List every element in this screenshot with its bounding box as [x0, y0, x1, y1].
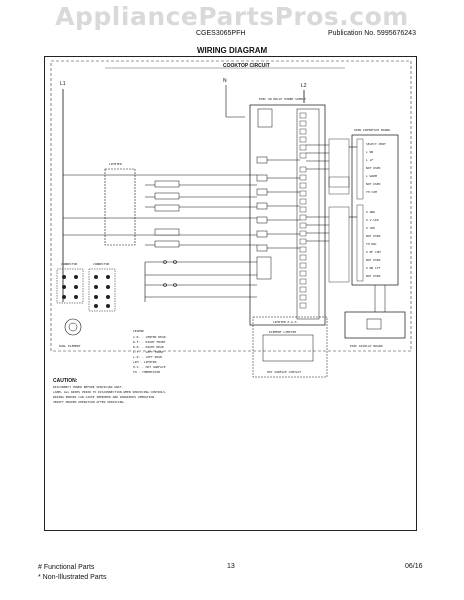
esec-display-label: ESEC DISPLAY BOARD [350, 344, 383, 348]
relay-board [250, 105, 325, 325]
legend-item: L.F. - LEFT FRONT [133, 350, 164, 354]
model-number: CGES3065PFH [196, 30, 246, 37]
ui-board-label: USER INTERFACE BOARD [354, 128, 391, 132]
legend-title: LEGEND [133, 329, 144, 333]
non-illustrated-note: * Non-Illustrated Parts [38, 574, 107, 581]
page-number: 13 [227, 563, 235, 570]
connector-b [89, 269, 115, 311]
svg-text:NOT USED: NOT USED [366, 274, 381, 278]
page-date: 06/16 [405, 563, 423, 570]
caution-line: WIRING ERRORS CAN CAUSE IMPROPER AND DANGEROUS OPERATION. [53, 395, 156, 399]
svg-text:SELECT PORT: SELECT PORT [366, 142, 386, 146]
svg-text:5 LED: 5 LED [366, 226, 376, 230]
svg-text:NOT USED: NOT USED [366, 258, 381, 262]
svg-text:5 RR LFT: 5 RR LFT [366, 266, 381, 270]
legend-item: L.R. - LEFT REAR [133, 355, 162, 359]
legend-item: R.R. - RIGHT REAR [133, 345, 164, 349]
legend-item: LIM - LIMITER [133, 360, 157, 364]
svg-text:NOT USED: NOT USED [366, 182, 381, 186]
svg-text:5 GND: 5 GND [366, 210, 376, 214]
svg-text:NOT USED: NOT USED [366, 166, 381, 170]
label-l1: L1 [60, 81, 66, 87]
label-neutral: N [223, 78, 227, 84]
footer-legend [38, 563, 106, 583]
limiter-detail-label: LIMITER E.G.O. [273, 320, 299, 324]
svg-text:L WARM: L WARM [366, 174, 377, 178]
caution-line: LABEL ALL WIRES PRIOR TO DISCONNECTION WHEN SERVICING CONTROLS. [53, 390, 167, 394]
svg-text:L LF: L LF [366, 158, 374, 162]
legend-item: R.F. - RIGHT FRONT [133, 340, 166, 344]
svg-text:5 V-LED: 5 V-LED [366, 218, 379, 222]
label-l2: L2 [301, 83, 307, 89]
functional-parts-note: # Functional Parts [38, 564, 95, 571]
watermark: AppliancePartsPros.com [55, 2, 409, 31]
element-limiter-label: ELEMENT LIMITER [269, 330, 297, 334]
connector-a [57, 269, 83, 303]
dual-element-label: DUAL ELEMENT [59, 344, 81, 348]
limiter-detail [253, 317, 327, 377]
hot-surface-label: HOT SURFACE CONTACT [267, 370, 302, 374]
dual-element-symbol [65, 319, 81, 335]
publication-number: Publication No. 5995676243 [328, 30, 416, 37]
wiring-diagram [44, 56, 417, 531]
circuit-title: COOKTOP CIRCUIT [223, 63, 270, 69]
esec-display-board [345, 312, 405, 338]
limiter-box [105, 169, 135, 245]
connector-a-label: CONNECTOR [61, 262, 78, 266]
caution-title: CAUTION: [53, 378, 78, 384]
svg-text:L RR: L RR [366, 150, 374, 154]
svg-text:5 RF COM: 5 RF COM [366, 250, 381, 254]
legend-item: TH - THERMISTOR [133, 370, 161, 374]
svg-text:NOT USED: NOT USED [366, 234, 381, 238]
connector-b-label: CONNECTOR [93, 262, 110, 266]
relay-board-label: ESEC OR RELAY POWER SUPPLY [259, 97, 306, 101]
svg-text:TH COM: TH COM [366, 190, 377, 194]
page-title: WIRING DIAGRAM [197, 46, 268, 55]
svg-text:TH DRL: TH DRL [366, 242, 377, 246]
legend-item: C.R. - CENTER REAR [133, 335, 166, 339]
caution-line: VERIFY PROPER OPERATION AFTER SERVICING. [53, 400, 126, 404]
limiter-label: LIMITER [109, 162, 122, 166]
wiring-diagram-canvas [45, 57, 418, 532]
caution-line: DISCONNECT POWER BEFORE SERVICING UNIT. [53, 385, 124, 389]
legend-item: H.S. - HOT SURFACE [133, 365, 166, 369]
